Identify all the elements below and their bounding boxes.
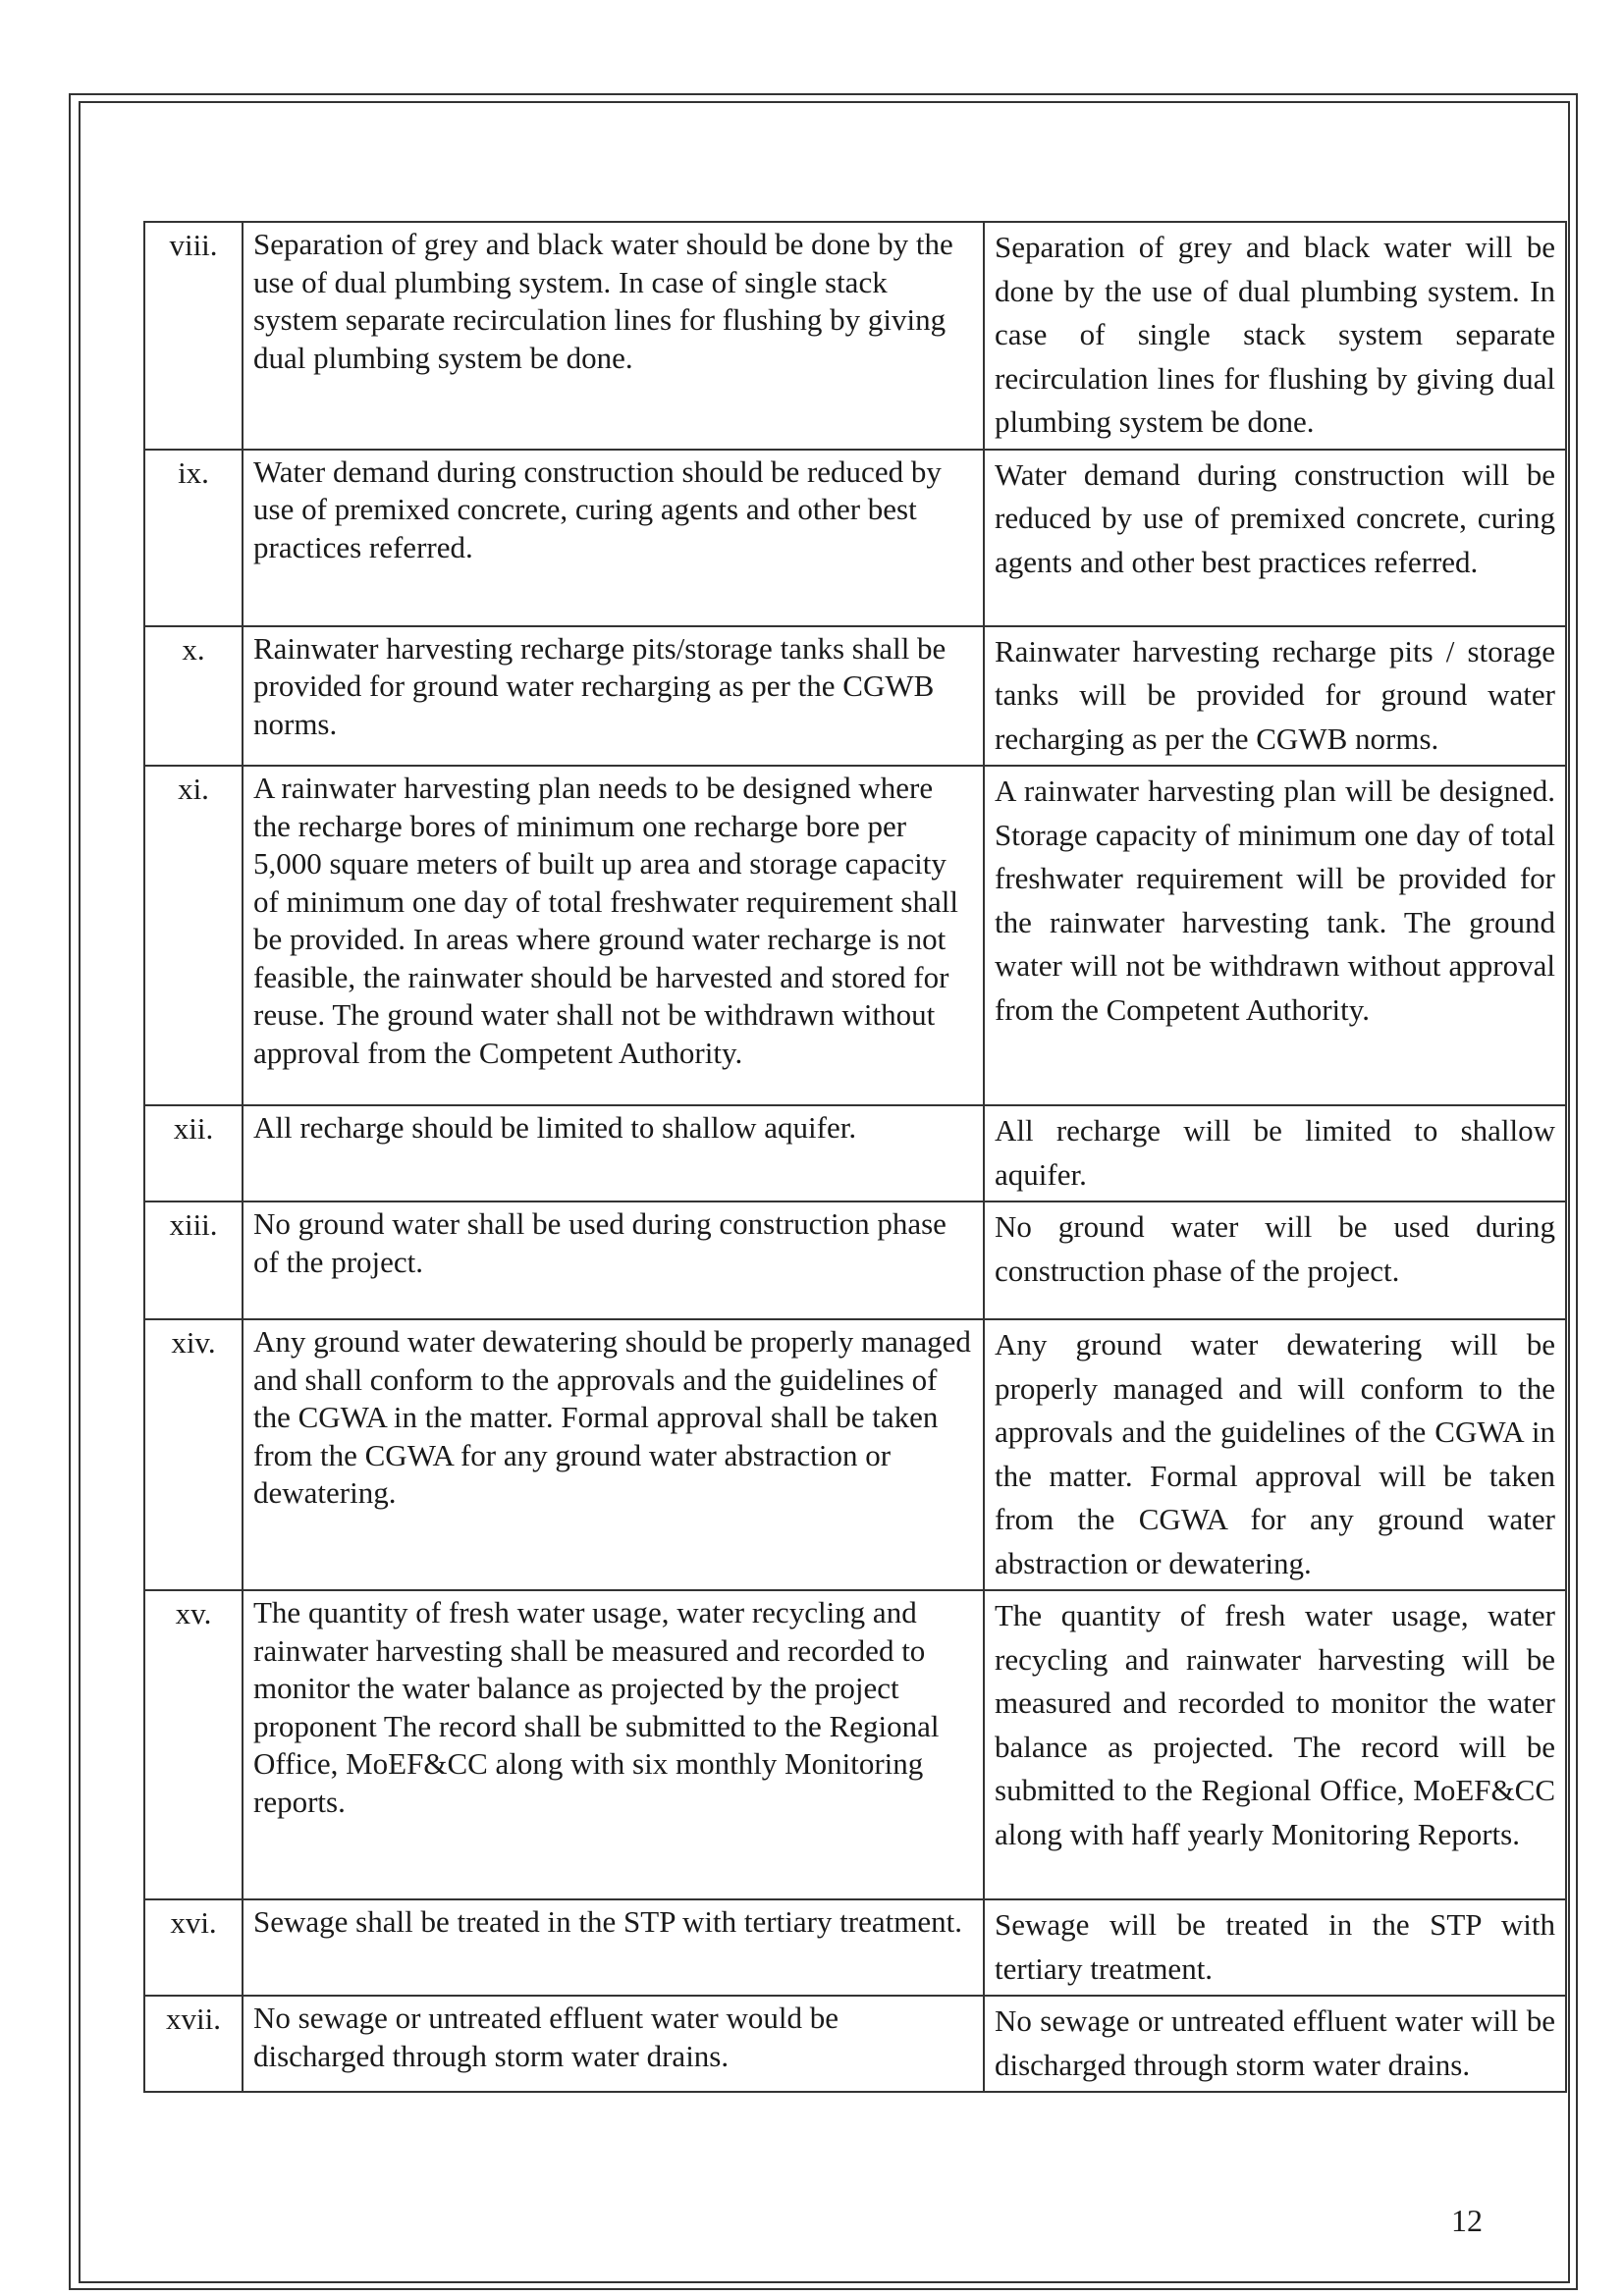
compliance-text: Water demand during construction will be reduced by use of premixed concrete, curing agents and other best practices referred. [984, 450, 1566, 626]
table-row [144, 1899, 1566, 1996]
row-number: xi. [144, 766, 243, 1105]
table-row [144, 1201, 1566, 1319]
compliance-text: All recharge will be limited to shallow aquifer. [984, 1105, 1566, 1201]
compliance-text: No sewage or untreated effluent water will be discharged through storm water drains. [984, 1996, 1566, 2092]
condition-text: Rainwater harvesting recharge pits/storage tanks shall be provided for ground water recharging as per the CGWB norms. [243, 626, 984, 767]
row-number: xiv. [144, 1319, 243, 1590]
compliance-text: Any ground water dewatering will be properly managed and will conform to the approvals and the guidelines of the CGWA in the matter. Formal approval will be taken from the CGWA for any ground water abstraction or dewatering. [984, 1319, 1566, 1590]
table-row [144, 1105, 1566, 1201]
compliance-text: A rainwater harvesting plan will be designed. Storage capacity of minimum one day of total freshwater requirement will be provided for the rainwater harvesting tank. The ground water will not be withdrawn without approval from the Competent Authority. [984, 766, 1566, 1105]
condition-text: A rainwater harvesting plan needs to be designed where the recharge bores of minimum one recharge bore per 5,000 square meters of built up area and storage capacity of minimum one day of total freshwater requirement shall be provided. In areas where ground water recharge is not feasible, the rainwater should be harvested and stored for reuse. The ground water shall not be withdrawn without approval from the Competent Authority. [243, 766, 984, 1105]
table-row [144, 1996, 1566, 2092]
row-number: xvi. [144, 1899, 243, 1996]
row-number: xiii. [144, 1201, 243, 1319]
row-number: x. [144, 626, 243, 767]
condition-text: Separation of grey and black water should be done by the use of dual plumbing system. In case of single stack system separate recirculation lines for flushing by giving dual plumbing system be done. [243, 222, 984, 450]
table-row [144, 450, 1566, 626]
page-number: 12 [1451, 2203, 1483, 2238]
row-number: xvii. [144, 1996, 243, 2092]
table-row [144, 1319, 1566, 1590]
condition-text: No sewage or untreated effluent water would be discharged through storm water drains. [243, 1996, 984, 2092]
conditions-table [143, 221, 1567, 2093]
condition-text: Sewage shall be treated in the STP with tertiary treatment. [243, 1899, 984, 1996]
compliance-text: No ground water will be used during construction phase of the project. [984, 1201, 1566, 1319]
compliance-text: Rainwater harvesting recharge pits / storage tanks will be provided for ground water recharging as per the CGWB norms. [984, 626, 1566, 767]
compliance-text: The quantity of fresh water usage, water recycling and rainwater harvesting will be measured and recorded to monitor the water balance as projected. The record will be submitted to the Regional Office, MoEF&CC along with haff yearly Monitoring Reports. [984, 1590, 1566, 1899]
condition-text: Water demand during construction should be reduced by use of premixed concrete, curing agents and other best practices referred. [243, 450, 984, 626]
compliance-text: Separation of grey and black water will be done by the use of dual plumbing system. In case of single stack system separate recirculation lines for flushing by giving dual plumbing system be done. [984, 222, 1566, 450]
table-row [144, 626, 1566, 767]
row-number: xv. [144, 1590, 243, 1899]
row-number: viii. [144, 222, 243, 450]
condition-text: The quantity of fresh water usage, water recycling and rainwater harvesting shall be measured and recorded to monitor the water balance as projected by the project proponent The record shall be submitted to the Regional Office, MoEF&CC along with six monthly Monitoring reports. [243, 1590, 984, 1899]
row-number: xii. [144, 1105, 243, 1201]
table-row [144, 1590, 1566, 1899]
table-row [144, 222, 1566, 450]
condition-text: All recharge should be limited to shallow aquifer. [243, 1105, 984, 1201]
condition-text: Any ground water dewatering should be properly managed and shall conform to the approvals and the guidelines of the CGWA in the matter. Formal approval shall be taken from the CGWA for any ground water abstraction or dewatering. [243, 1319, 984, 1590]
table-row [144, 766, 1566, 1105]
compliance-text: Sewage will be treated in the STP with tertiary treatment. [984, 1899, 1566, 1996]
row-number: ix. [144, 450, 243, 626]
condition-text: No ground water shall be used during construction phase of the project. [243, 1201, 984, 1319]
